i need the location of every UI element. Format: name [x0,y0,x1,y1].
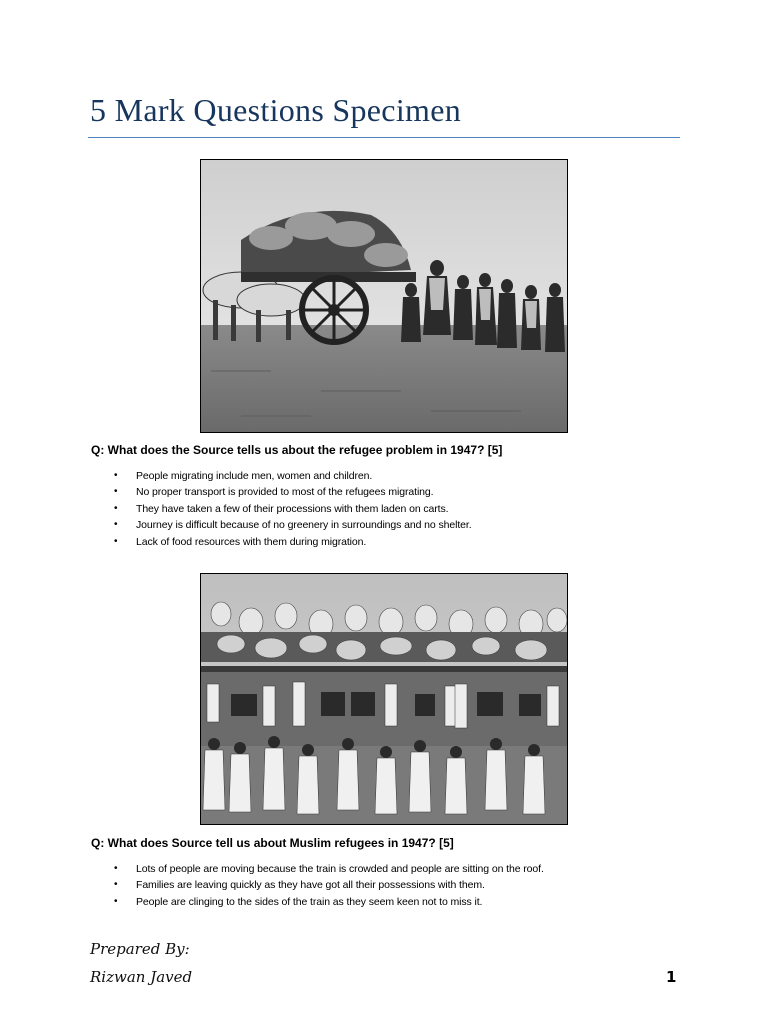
bullet-icon: • [114,470,118,481]
answer-list-1 [114,468,472,550]
bullet-icon: • [114,863,118,874]
question-2: Q: What does Source tell us about Muslim refugees in 1947? [5] [91,836,454,850]
bullet-icon: • [114,519,118,531]
bullet-icon: • [114,502,118,514]
author-name: Rizwan Javed [90,968,193,986]
list-item: • No proper transport is provided to most of the refugees migrating. [114,484,472,500]
list-item: • Lots of people are moving because the train is crowded and people are sitting on the roof. [114,861,544,877]
answer-list-2 [114,861,544,910]
refugee-cart-photo [200,159,568,433]
bullet-icon: • [114,879,118,891]
refugee-train-photo [200,573,568,825]
list-item: • Journey is difficult because of no greenery in surroundings and no shelter. [114,517,472,533]
bullet-icon: • [114,535,118,547]
page-title: 5 Mark Questions Specimen [90,92,461,128]
list-item: • They have taken a few of their processions with them laden on carts. [114,501,472,517]
list-item: • People migrating include men, women and children. [114,468,472,484]
list-item: • People are clinging to the sides of the train as they seem keen not to miss it. [114,894,544,910]
page-number: 1 [666,968,677,986]
bullet-icon: • [114,895,118,907]
list-item: • Families are leaving quickly as they have got all their possessions with them. [114,877,544,893]
title-underline [88,137,680,138]
bullet-icon: • [114,486,118,498]
question-1: Q: What does the Source tells us about the refugee problem in 1947? [5] [91,443,503,457]
list-item: • Lack of food resources with them during migration. [114,534,472,550]
prepared-by-label: Prepared By: [90,940,190,958]
